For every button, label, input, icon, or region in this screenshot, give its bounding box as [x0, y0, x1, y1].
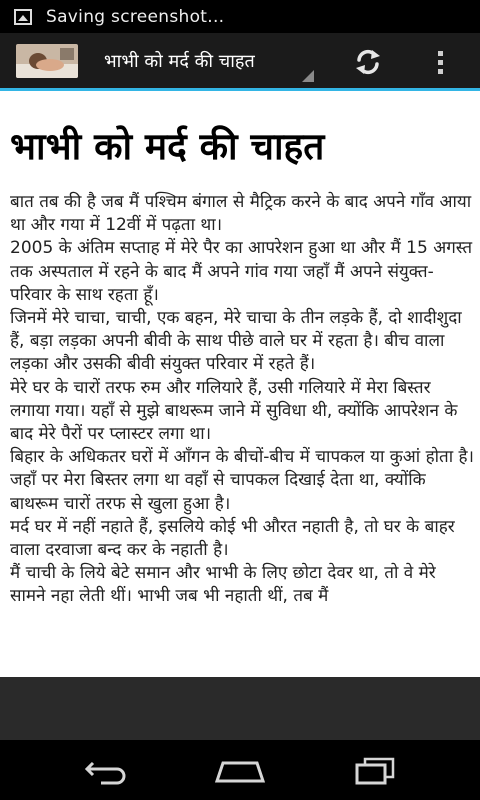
- article-paragraph: जिनमें मेरे चाचा, चाची, एक बहन, मेरे चाचा के तीन लड़के हैं, दो शादीशुदा हैं, बड़ा लड़का अपनी बीवी के साथ पीछे वाले घर में रहता है। बीच वाला लड़का और उसकी बीवी संयुक्त परिवार में रहते हैं।: [10, 308, 462, 375]
- back-button[interactable]: [66, 750, 146, 790]
- app-logo-icon[interactable]: [16, 44, 78, 78]
- article-paragraph: मैं चाची के लिये बेटे समान और भाभी के लिए छोटा देवर था, तो वे मेरे सामने नहा लेती थीं। भाभी जब भी नहाती थीं, तब मैं: [10, 563, 436, 607]
- article-paragraph: बिहार के अधिकतर घरों में आँगन के बीचों-बीच में चापकल या कुआं होता है। जहाँ पर मेरा बिस्तर लगा था वहाँ से चापकल दिखाई देता था, क्योंकि बाथरूम चारों तरफ से खुला हुआ है।: [10, 447, 474, 514]
- image-icon: [14, 9, 32, 25]
- article-paragraph: 2005 के अंतिम सप्ताह में मेरे पैर का आपरेशन हुआ था और मैं 15 अगस्त तक अस्पताल में रहने के बाद मैं अपने गांव गया जहाँ मैं अपने संयुक्त-परिवार के साथ रहता हूँ।: [10, 238, 473, 305]
- back-icon: [81, 755, 131, 785]
- recent-apps-icon: [349, 755, 399, 785]
- action-bar-title[interactable]: भाभी को मर्द की चाहत: [104, 50, 255, 72]
- status-notification-text: Saving screenshot...: [46, 6, 225, 27]
- article-body: [10, 191, 474, 609]
- refresh-icon: [352, 46, 384, 78]
- navigation-bar: [0, 740, 480, 800]
- article-title: भाभी को मर्द की चाहत: [10, 125, 325, 168]
- article-content[interactable]: [0, 91, 480, 677]
- action-bar: [0, 33, 480, 88]
- refresh-button[interactable]: [348, 45, 388, 79]
- overflow-dot: [438, 60, 443, 65]
- home-button[interactable]: [200, 750, 280, 790]
- empty-area: [0, 677, 480, 740]
- home-icon: [213, 755, 267, 785]
- recent-apps-button[interactable]: [334, 750, 414, 790]
- overflow-dot: [438, 69, 443, 74]
- status-bar: [0, 0, 480, 33]
- overflow-menu-button[interactable]: [425, 45, 455, 79]
- overflow-menu-icon: [438, 51, 443, 56]
- article-paragraph: बात तब की है जब मैं पश्चिम बंगाल से मैट्रिक करने के बाद अपने गाँव आया था और गया में 12वीं में पढ़ता था।: [10, 192, 472, 236]
- dropdown-indicator-icon[interactable]: [302, 70, 314, 82]
- article-paragraph: मेरे घर के चारों तरफ रुम और गलियारे हैं, उसी गलियारे में मेरा बिस्तर लगाया गया। यहाँ से मुझे बाथरूम जाने में सुविधा थी, क्योंकि आपरेशन के बाद मेरे पैरों पर प्लास्टर लगा था।: [10, 377, 458, 445]
- article-paragraph: मर्द घर में नहीं नहाते हैं, इसलिये कोई भी औरत नहाती है, तो घर के बाहर वाला दरवाजा बन्द कर के नहाती है।: [10, 516, 455, 561]
